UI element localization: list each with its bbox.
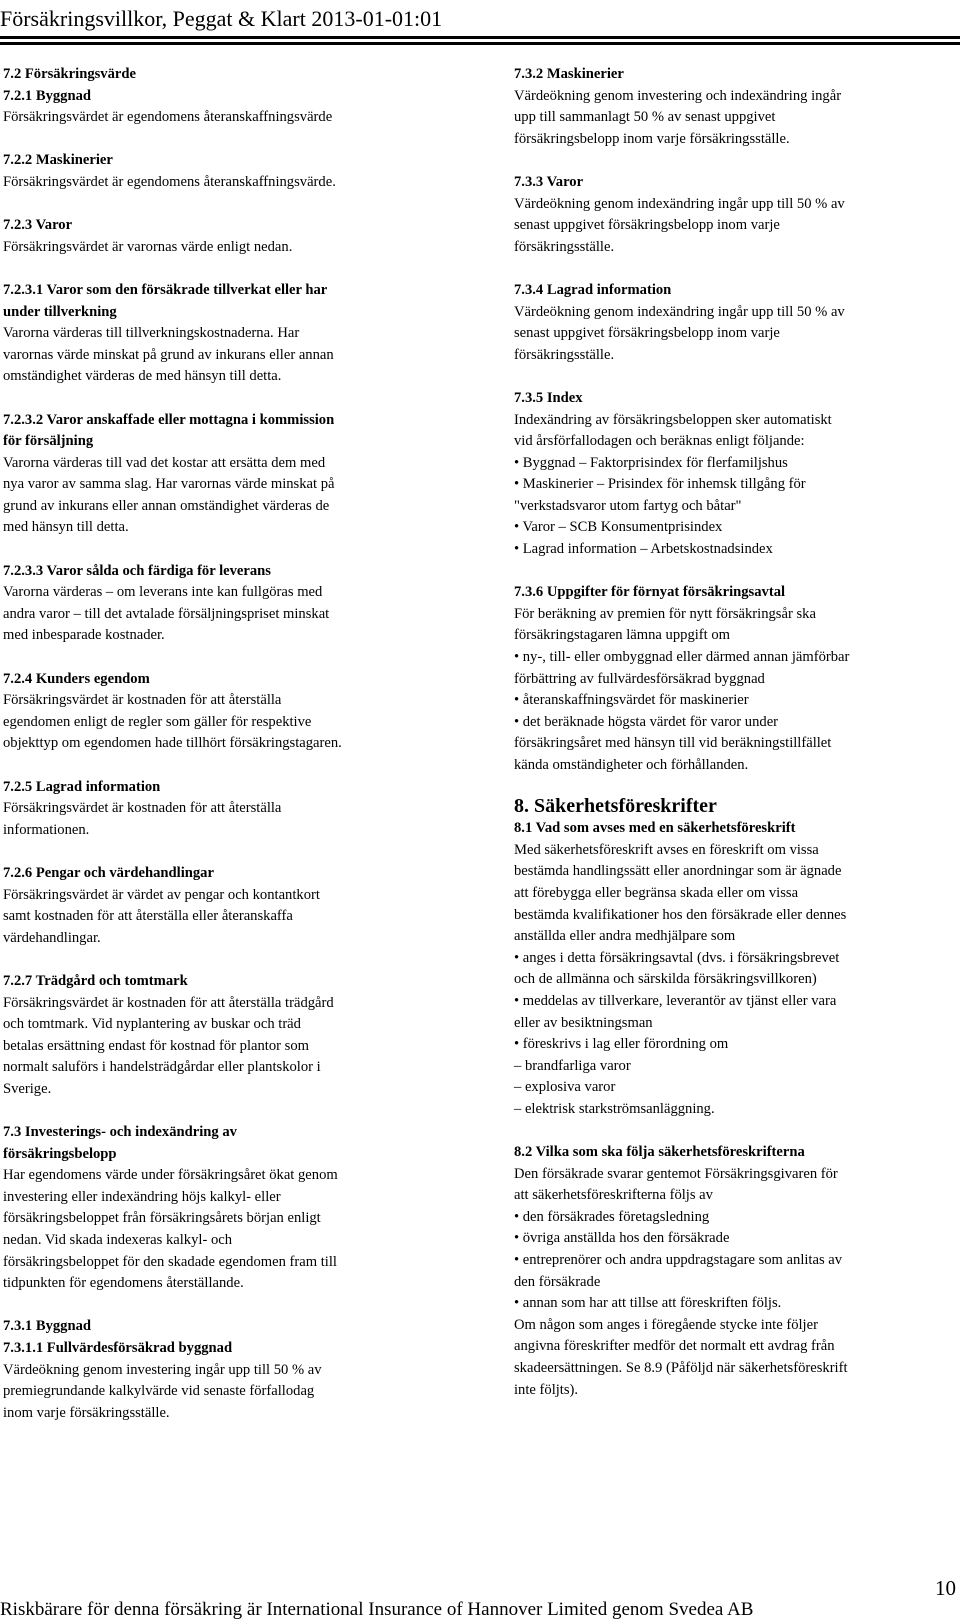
paragraph-line: omständighet värderas de med hänsyn till detta. — [3, 368, 282, 385]
header-rule-bottom — [0, 42, 960, 45]
paragraph-line: andra varor – till det avtalade försäljningspriset minskat — [3, 605, 330, 622]
section-heading: under tillverkning — [3, 303, 117, 320]
section-heading: 7.2.7 Trädgård och tomtmark — [3, 972, 188, 989]
paragraph-line: För beräkning av premien för nytt försäkringsår ska — [514, 605, 816, 622]
paragraph-line: normalt saluförs i handelsträdgårdar eller plantskolor i — [3, 1059, 321, 1076]
paragraph-line: skadeersättningen. Se 8.9 (Påföljd när säkerhetsföreskrift — [514, 1360, 848, 1377]
paragraph-line: betalas ersättning endast för kostnad för plantor som — [3, 1037, 309, 1054]
paragraph-line: Försäkringsvärdet är varornas värde enligt nedan. — [3, 238, 293, 255]
paragraph-line: försäkringstagaren lämna uppgift om — [514, 627, 731, 644]
list-item: • anges i detta försäkringsavtal (dvs. i försäkringsbrevet — [514, 949, 840, 966]
section — [3, 669, 449, 755]
paragraph-line: och de allmänna och särskilda försäkringsvillkoren) — [514, 971, 817, 988]
list-item: • den försäkrades företagsledning — [514, 1208, 710, 1225]
section — [3, 863, 449, 949]
section — [3, 215, 449, 258]
list-item: • föreskrivs i lag eller förordning om — [514, 1036, 729, 1053]
section — [3, 280, 449, 388]
paragraph-line: inom varje försäkringsställe. — [3, 1404, 170, 1421]
section-heading: försäkringsbelopp — [3, 1145, 117, 1162]
document-header: Försäkringsvillkor, Peggat & Klart 2013-01-01:01 — [0, 6, 443, 31]
section-heading: 7.3.1.1 Fullvärdesförsäkrad byggnad — [3, 1340, 233, 1357]
paragraph-line: att säkerhetsföreskrifterna följs av — [514, 1187, 713, 1204]
section — [514, 64, 954, 150]
paragraph-line: senast uppgivet försäkringsbelopp inom varje — [514, 217, 780, 234]
page-number: 10 — [935, 1576, 956, 1600]
section-heading: 7.3 Investerings- och indexändring av — [3, 1124, 237, 1141]
paragraph-line: den försäkrade — [514, 1273, 601, 1290]
section — [514, 172, 954, 258]
section — [514, 280, 954, 366]
section-heading: 7.3.3 Varor — [514, 173, 584, 190]
section-heading: 7.2.1 Byggnad — [3, 87, 91, 104]
section — [3, 971, 449, 1101]
section-heading: 7.2.3.2 Varor anskaffade eller mottagna i kommission — [3, 411, 335, 428]
section-heading: 7.3.6 Uppgifter för förnyat försäkringsavtal — [514, 584, 786, 601]
paragraph-line: "verkstadsvaror utom fartyg och båtar" — [514, 497, 742, 514]
section-heading: 7.3.5 Index — [514, 389, 583, 406]
list-item: • Byggnad – Faktorprisindex för flerfamiljshus — [514, 454, 788, 471]
paragraph-line: varornas värde minskat på grund av inkurans eller annan — [3, 346, 334, 363]
paragraph-line: Försäkringsvärdet är kostnaden för att återställa trädgård — [3, 994, 334, 1011]
list-item: – brandfarliga varor — [514, 1057, 631, 1074]
section-heading: 7.2.6 Pengar och värdehandlingar — [3, 864, 214, 881]
paragraph-line: försäkringsbeloppet från försäkringsårets början enligt — [3, 1210, 321, 1227]
paragraph-line: premiegrundande kalkylvärde vid senaste förfallodag — [3, 1383, 315, 1400]
paragraph-line: Försäkringsvärdet är kostnaden för att återställa — [3, 800, 282, 817]
section — [3, 1316, 449, 1424]
paragraph-line: bestämda kvalifikationer hos den försäkrade eller dennes — [514, 906, 847, 923]
paragraph-line: investering eller indexändring höjs kalkyl- eller — [3, 1188, 281, 1205]
list-item: • återanskaffningsvärdet för maskinerier — [514, 692, 749, 709]
section — [3, 150, 449, 193]
paragraph-line: Har egendomens värde under försäkringsåret ökat genom — [3, 1167, 338, 1184]
paragraph-line: Försäkringsvärdet är egendomens återanskaffningsvärde. — [3, 173, 336, 190]
paragraph-line: angivna föreskrifter medför det normalt ett avdrag från — [514, 1338, 835, 1355]
section-heading: 7.2.3.3 Varor sålda och färdiga för leverans — [3, 562, 271, 579]
paragraph-line: försäkringsbeloppet för den skadade egendomen fram till — [3, 1253, 337, 1270]
paragraph-line: egendomen enligt de regler som gäller för respektive — [3, 713, 312, 730]
paragraph-line: grund av inkurans eller annan omständighet värderas de — [3, 497, 330, 514]
paragraph-line: Försäkringsvärdet är kostnaden för att återställa — [3, 692, 282, 709]
paragraph-line: inte följts). — [514, 1381, 579, 1398]
paragraph-line: värdehandlingar. — [3, 929, 101, 946]
paragraph-line: anställda eller andra medhjälpare som — [514, 928, 736, 945]
paragraph-line: med hänsyn till detta. — [3, 519, 129, 536]
list-item: • det beräknade högsta värdet för varor under — [514, 713, 779, 730]
list-item: • Varor – SCB Konsumentprisindex — [514, 519, 723, 536]
header-rule-top — [0, 36, 960, 39]
section — [514, 1142, 954, 1401]
list-item: • Lagrad information – Arbetskostnadsindex — [514, 541, 773, 558]
paragraph-line: Värdeökning genom investering ingår upp till 50 % av — [3, 1361, 322, 1378]
section-heading: 7.2.3 Varor — [3, 217, 73, 234]
paragraph-line: med inbesparade kostnader. — [3, 627, 165, 644]
paragraph-line: Sverige. — [3, 1080, 52, 1097]
section-heading: 7.2.5 Lagrad information — [3, 778, 161, 795]
section-heading: 7.2.2 Maskinerier — [3, 152, 113, 169]
section — [3, 64, 449, 129]
paragraph-line: Med säkerhetsföreskrift avses en föreskrift om vissa — [514, 841, 819, 858]
paragraph-line: Om någon som anges i föregående stycke inte följer — [514, 1316, 818, 1333]
list-item: • annan som har att tillse att föreskriften följs. — [514, 1295, 782, 1312]
list-item: – elektrisk starkströmsanläggning. — [514, 1100, 715, 1117]
paragraph-line: försäkringsåret med hänsyn till vid beräkningstillfället — [514, 735, 832, 752]
list-item: • ny-, till- eller ombyggnad eller därmed annan jämförbar — [514, 649, 850, 666]
left-column — [3, 64, 449, 1446]
section — [3, 777, 449, 842]
section-heading: 8.2 Vilka som ska följa säkerhetsföreskrifterna — [514, 1144, 805, 1161]
paragraph-line: försäkringsbelopp inom varje försäkringsställe. — [514, 130, 790, 147]
paragraph-line: nedan. Vid skada indexeras kalkyl- och — [3, 1232, 233, 1249]
paragraph-line: förbättring av fullvärdesförsäkrad byggnad — [514, 670, 765, 687]
paragraph-line: Försäkringsvärdet är värdet av pengar och kontantkort — [3, 886, 320, 903]
paragraph-line: att förebygga eller begränsa skada eller om vissa — [514, 884, 799, 901]
paragraph-line: senast uppgivet försäkringsbelopp inom varje — [514, 325, 780, 342]
section — [514, 818, 954, 1120]
chapter-title: 8. Säkerhetsföreskrifter — [514, 795, 717, 818]
paragraph-line: samt kostnaden för att återställa eller återanskaffa — [3, 908, 293, 925]
paragraph-line: och tomtmark. Vid nyplantering av buskar och träd — [3, 1016, 301, 1033]
section-heading: 7.3.4 Lagrad information — [514, 281, 672, 298]
paragraph-line: försäkringsställe. — [514, 238, 615, 255]
section-heading: 7.2.4 Kunders egendom — [3, 670, 150, 687]
paragraph-line: upp till sammanlagt 50 % av senast uppgivet — [514, 109, 776, 126]
paragraph-line: Varorna värderas till vad det kostar att ersätta dem med — [3, 454, 326, 471]
section — [3, 561, 449, 647]
list-item: • entreprenörer och andra uppdragstagare som anlitas av — [514, 1252, 843, 1269]
paragraph-line: Varorna värderas – om leverans inte kan fullgöras med — [3, 584, 323, 601]
paragraph-line: informationen. — [3, 821, 90, 838]
paragraph-line: Värdeökning genom investering och indexändring ingår — [514, 87, 842, 104]
paragraph-line: tidpunkten för egendomens återställande. — [3, 1275, 244, 1292]
paragraph-line: försäkringsställe. — [514, 346, 615, 363]
paragraph-line: objekttyp om egendomen hade tillhört försäkringstagaren. — [3, 735, 342, 752]
section-heading: 7.2.3.1 Varor som den försäkrade tillverkat eller har — [3, 281, 328, 298]
list-item: • meddelas av tillverkare, leverantör av tjänst eller vara — [514, 992, 837, 1009]
section — [514, 388, 954, 561]
paragraph-line: nya varor av samma slag. Har varornas värde minskat på — [3, 476, 335, 493]
section-heading: 8.1 Vad som avses med en säkerhetsföreskrift — [514, 820, 796, 837]
paragraph-line: eller av besiktningsman — [514, 1014, 653, 1031]
section-heading: för försäljning — [3, 433, 94, 450]
list-item: • övriga anställda hos den försäkrade — [514, 1230, 730, 1247]
paragraph-line: Den försäkrade svarar gentemot Försäkringsgivaren för — [514, 1165, 838, 1182]
paragraph-line: kända omständigheter och förhållanden. — [514, 757, 749, 773]
list-item: • Maskinerier – Prisindex för inhemsk tillgång för — [514, 476, 806, 493]
section-heading: 7.3.1 Byggnad — [3, 1318, 91, 1335]
right-column — [514, 64, 954, 1423]
paragraph-line: Försäkringsvärdet är egendomens återanskaffningsvärde — [3, 109, 333, 126]
paragraph-line: Värdeökning genom indexändring ingår upp till 50 % av — [514, 303, 845, 320]
paragraph-line: Indexändring av försäkringsbeloppen sker automatiskt — [514, 411, 832, 428]
section — [3, 410, 449, 540]
section — [3, 1122, 449, 1295]
section — [514, 582, 954, 776]
paragraph-line: vid årsförfallodagen och beräknas enligt följande: — [514, 433, 805, 450]
paragraph-line: bestämda handlingssätt eller anordningar som är ägnade — [514, 863, 842, 880]
list-item: – explosiva varor — [514, 1079, 616, 1096]
section-heading: 7.2 Försäkringsvärde — [3, 66, 136, 82]
document-footer: Riskbärare för denna försäkring är International Insurance of Hannover Limited genom Svedea AB — [0, 1599, 754, 1620]
paragraph-line: Varorna värderas till tillverkningskostnaderna. Har — [3, 325, 300, 342]
section-heading: 7.3.2 Maskinerier — [514, 66, 624, 82]
paragraph-line: Värdeökning genom indexändring ingår upp till 50 % av — [514, 195, 845, 212]
